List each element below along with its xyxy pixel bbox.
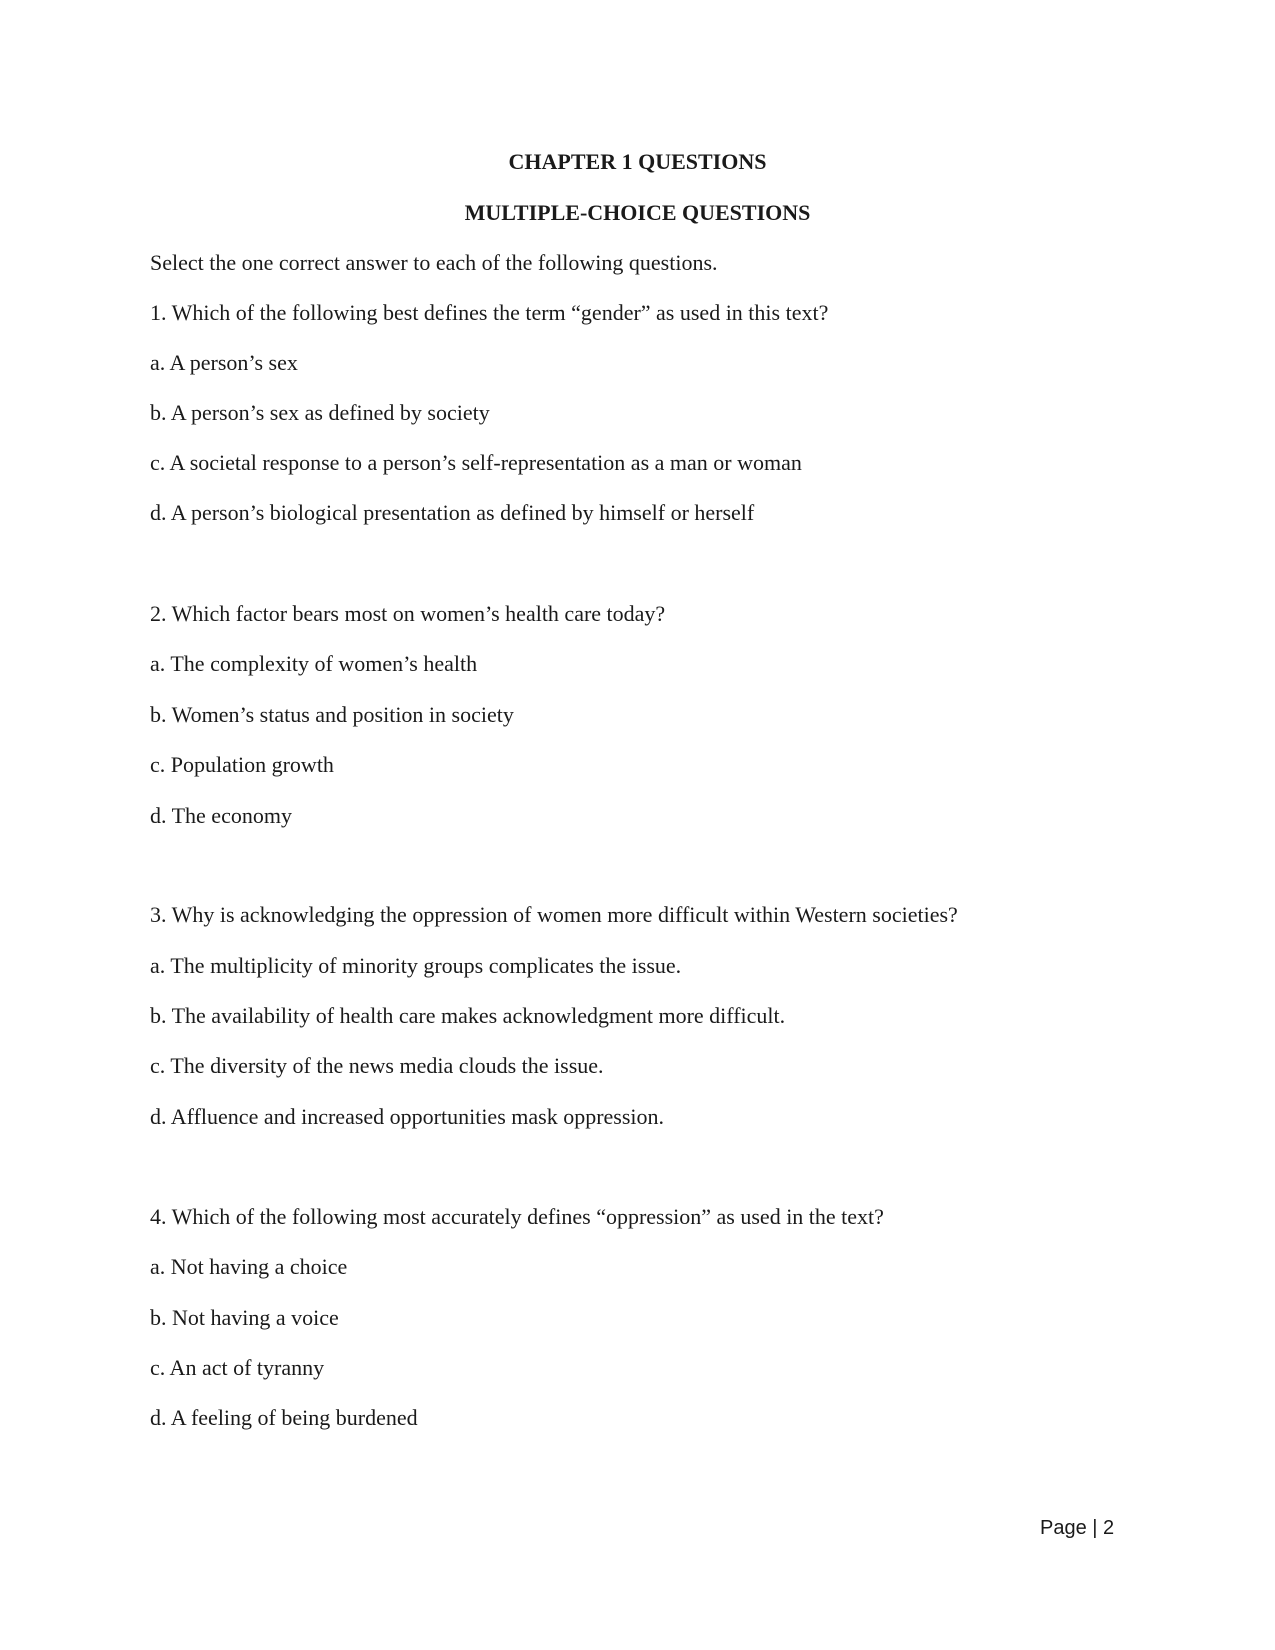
chapter-title: CHAPTER 1 QUESTIONS (508, 149, 767, 174)
question-1-text: 1. Which of the following best defines the term “gender” as used in this text? (150, 300, 829, 325)
question-3-option-c: c. The diversity of the news media clouds the issue. (150, 1053, 604, 1078)
question-2-option-c: c. Population growth (150, 752, 334, 777)
question-2-option-d: d. The economy (150, 803, 292, 828)
question-4-option-a: a. Not having a choice (150, 1254, 348, 1279)
question-3-option-d: d. Affluence and increased opportunities mask oppression. (150, 1104, 665, 1129)
question-3-text: 3. Why is acknowledging the oppression of women more difficult within Western societies? (150, 902, 958, 927)
question-2-option-a: a. The complexity of women’s health (150, 651, 478, 676)
question-1-option-c: c. A societal response to a person’s self-representation as a man or woman (150, 450, 802, 475)
question-3-option-a: a. The multiplicity of minority groups complicates the issue. (150, 953, 682, 978)
section-subtitle: MULTIPLE-CHOICE QUESTIONS (464, 200, 811, 225)
question-4-text: 4. Which of the following most accurately defines “oppression” as used in the text? (150, 1204, 884, 1229)
question-2-text: 2. Which factor bears most on women’s health care today? (150, 601, 666, 626)
question-1-option-b: b. A person’s sex as defined by society (150, 400, 490, 425)
question-2-option-b: b. Women’s status and position in society (150, 702, 514, 727)
question-1-option-d: d. A person’s biological presentation as defined by himself or herself (150, 500, 755, 525)
question-3-option-b: b. The availability of health care makes acknowledgment more difficult. (150, 1003, 786, 1028)
instructions: Select the one correct answer to each of the following questions. (150, 250, 718, 275)
question-4-option-d: d. A feeling of being burdened (150, 1405, 418, 1430)
question-4-option-b: b. Not having a voice (150, 1305, 339, 1330)
question-4-option-c: c. An act of tyranny (150, 1355, 325, 1380)
page-number: Page | 2 (1040, 1517, 1115, 1539)
question-1-option-a: a. A person’s sex (150, 350, 298, 375)
